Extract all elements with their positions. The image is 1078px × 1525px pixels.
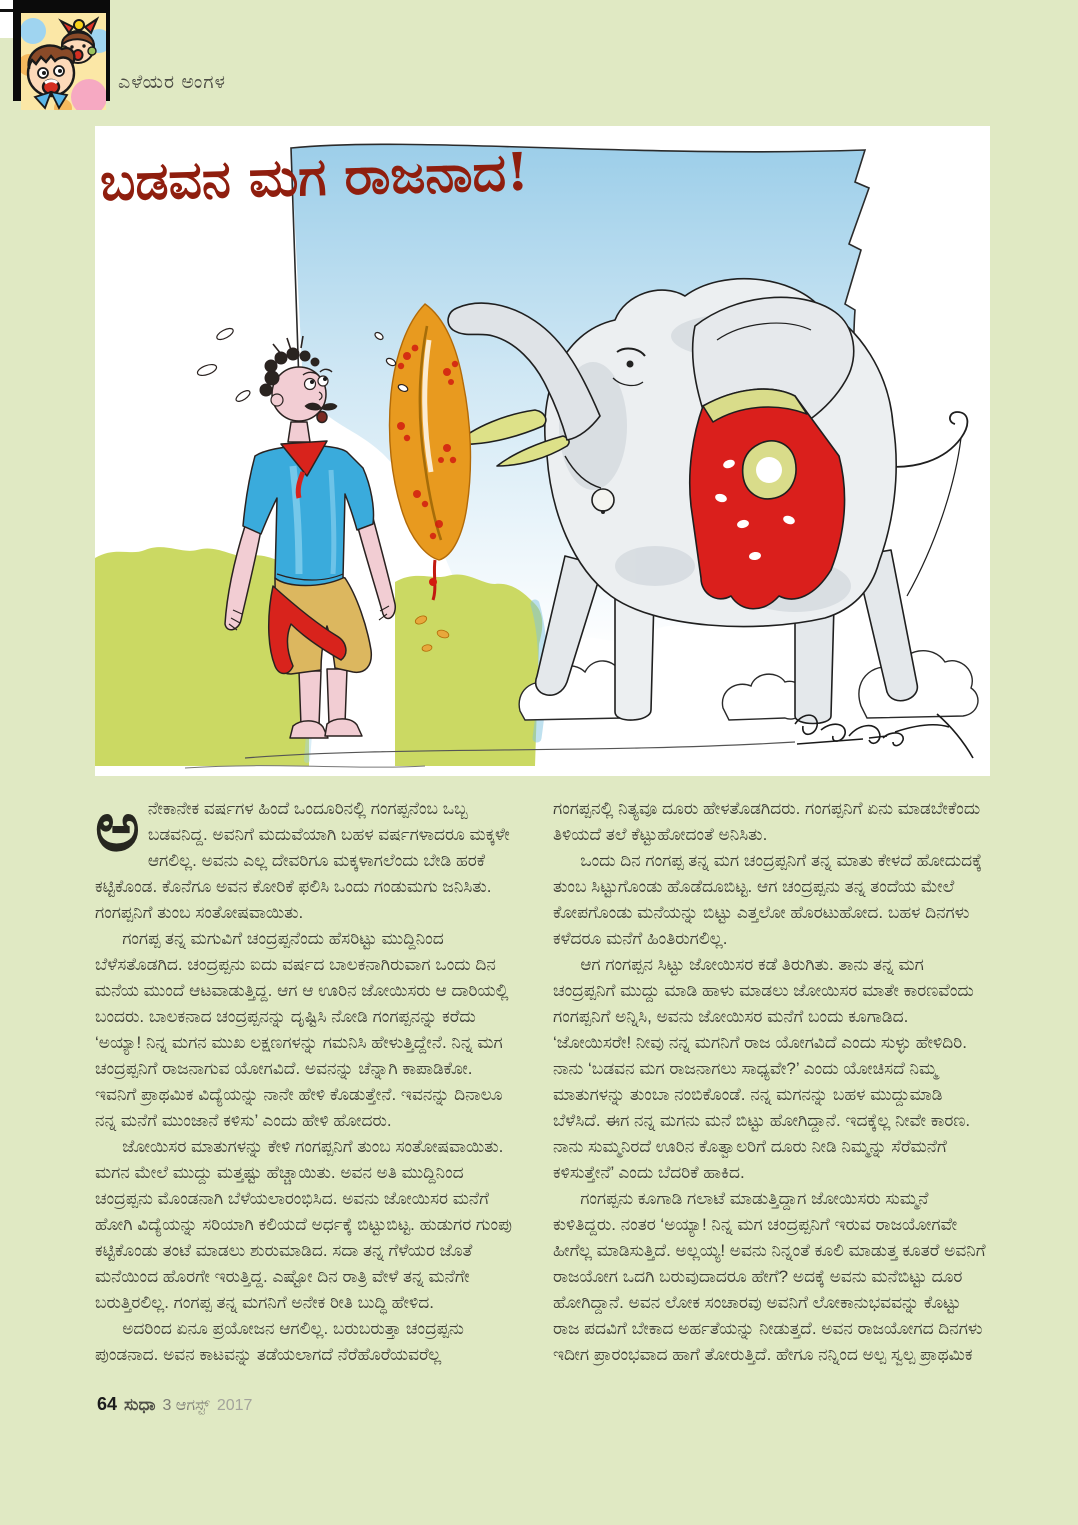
- section-label: ಎಳೆಯರ ಅಂಗಳ: [118, 72, 226, 93]
- paragraph: ಗಂಗಪ್ಪನು ಕೂಗಾಡಿ ಗಲಾಟೆ ಮಾಡುತ್ತಿದ್ದಾಗ ಜೋಯಿಸರು ಸುಮ್ಮನೆ ಕುಳಿತಿದ್ದರು. ನಂತರ ‘ಅಯ್ಯಾ! ನಿನ್ನ ಮಗ ಚಂದ್ರಪ್ಪನಿಗೆ ಇರುವ ರಾಜಯೋಗವೇ ಹೀಗೆಲ್ಲ ಮಾಡಿಸುತ್ತಿದೆ. ಅಲ್ಲಯ್ಯ! ಅವನು ನಿನ್ನಂತೆ ಕೂಲಿ ಮಾಡುತ್ತ ಕೂತರೆ ಅವನಿಗೆ ರಾಜಯೋಗ ಒದಗಿ ಬರುವುದಾದರೂ ಹೇಗೆ? ಅದಕ್ಕೆ ಅವನು ಮನೆಬಿಟ್ಟು ದೂರ ಹೋಗಿದ್ದಾನೆ. ಅವನ ಲೋಕ ಸಂಚಾರವು ಅವನಿಗೆ ಲೋಕಾನುಭವವನ್ನು ಕೊಟ್ಟು ರಾಜ ಪದವಿಗೆ ಬೇಕಾದ ಅರ್ಹತೆಯನ್ನು ನೀಡುತ್ತದೆ. ಅವನ ರಾಜಯೋಗದ ದಿನಗಳು ಇದೀಗ ಪ್ರಾರಂಭವಾದ ಹಾಗೆ ತೋರುತ್ತಿದೆ. ಹೇಗೂ ನನ್ನಿಂದ ಅಲ್ಪ ಸ್ವಲ್ಪ ಪ್ರಾಥಮಿಕ: [553, 1189, 986, 1364]
- drop-cap: ಅ: [95, 787, 140, 867]
- issue-year: 2017: [216, 1397, 253, 1414]
- illustration-panel: [95, 126, 990, 776]
- print-corner-mark: [0, 0, 13, 38]
- right-column: [553, 796, 990, 1368]
- story-title: ಬಡವನ ಮಗ ರಾಜನಾದ!: [99, 141, 530, 214]
- paragraph: ಜೋಯಿಸರ ಮಾತುಗಳನ್ನು ಕೇಳಿ ಗಂಗಪ್ಪನಿಗೆ ತುಂಬ ಸಂತೋಷವಾಯಿತು. ಮಗನ ಮೇಲೆ ಮುದ್ದು ಮತ್ತಷ್ಟು ಹೆಚ್ಚಾಯಿತು. ಅವನ ಅತಿ ಮುದ್ದಿನಿಂದ ಚಂದ್ರಪ್ಪನು ಮೊಂಡನಾಗಿ ಬೆಳೆಯಲಾರಂಭಿಸಿದ. ಅವನು ಜೋಯಿಸರ ಮನೆಗೆ ಹೋಗಿ ವಿದ್ಯೆಯನ್ನು ಸರಿಯಾಗಿ ಕಲಿಯದೆ ಅರ್ಧಕ್ಕೆ ಬಿಟ್ಟುಬಿಟ್ಟ. ಹುಡುಗರ ಗುಂಪು ಕಟ್ಟಿಕೊಂಡು ತಂಟೆ ಮಾಡಲು ಶುರುಮಾಡಿದ. ಸದಾ ತನ್ನ ಗೆಳೆಯರ ಜೊತೆ ಮನೆಯಿಂದ ಹೊರಗೇ ಇರುತ್ತಿದ್ದ. ಎಷ್ಟೋ ದಿನ ರಾತ್ರಿ ವೇಳೆ ತನ್ನ ಮನೆಗೇ ಬರುತ್ತಿರಲಿಲ್ಲ. ಗಂಗಪ್ಪ ತನ್ನ ಮಗನಿಗೆ ಅನೇಕ ರೀತಿ ಬುದ್ಧಿ ಹೇಳಿದ.: [95, 1137, 512, 1312]
- paragraph: ಆಗ ಗಂಗಪ್ಪನ ಸಿಟ್ಟು ಜೋಯಿಸರ ಕಡೆ ತಿರುಗಿತು. ತಾನು ತನ್ನ ಮಗ ಚಂದ್ರಪ್ಪನಿಗೆ ಮುದ್ದು ಮಾಡಿ ಹಾಳು ಮಾಡಲು ಜೋಯಿಸರ ಮಾತೇ ಕಾರಣವೆಂದು ಗಂಗಪ್ಪನಿಗೆ ಅನ್ನಿಸಿ, ಅವನು ಜೋಯಿಸರ ಮನೆಗೆ ಬಂದು ಕೂಗಾಡಿದ. ‘ಜೋಯಿಸರೇ! ನೀವು ನನ್ನ ಮಗನಿಗೆ ರಾಜ ಯೋಗವಿದೆ ಎಂದು ಸುಳ್ಳು ಹೇಳಿದಿರಿ. ನಾನು ‘ಬಡವನ ಮಗ ರಾಜನಾಗಲು ಸಾಧ್ಯವೇ?’ ಎಂದು ಯೋಚಿಸದೆ ನಿಮ್ಮ ಮಾತುಗಳನ್ನು ತುಂಬಾ ನಂಬಿಕೊಂಡೆ. ನನ್ನ ಮಗನನ್ನು ಬಹಳ ಮುದ್ದುಮಾಡಿ ಬೆಳೆಸಿದೆ. ಈಗ ನನ್ನ ಮಗನು ಮನೆ ಬಿಟ್ಟು ಹೋಗಿದ್ದಾನೆ. ಇದಕ್ಕೆಲ್ಲ ನೀವೇ ಕಾರಣ. ನಾನು ಸುಮ್ಮನಿರದೆ ಊರಿನ ಕೊತ್ವಾಲರಿಗೆ ದೂರು ನೀಡಿ ನಿಮ್ಮನ್ನು ಸೆರೆಮನೆಗೆ ಕಳಿಸುತ್ತೇನೆ’ ಎಂದು ಬೆದರಿಕೆ ಹಾಕಿದ.: [553, 955, 974, 1182]
- two-children-cartoon-logo-icon: [21, 13, 106, 110]
- paragraph: ಅದರಿಂದ ಏನೂ ಪ್ರಯೋಜನ ಆಗಲಿಲ್ಲ. ಬರುಬರುತ್ತಾ ಚಂದ್ರಪ್ಪನು ಪುಂಡನಾದ. ಅವನ ಕಾಟವನ್ನು ತಡೆಯಲಾಗದೆ ನೆರೆಹೊರೆಯವರೆಲ್ಲ: [95, 1319, 464, 1364]
- magazine-name: ಸುಧಾ: [124, 1395, 156, 1414]
- left-column: [95, 787, 517, 1368]
- page-footer: [97, 1394, 252, 1415]
- paragraph: ಅನೇಕಾನೇಕ ವರ್ಷಗಳ ಹಿಂದೆ ಒಂದೂರಿನಲ್ಲಿ ಗಂಗಪ್ಪನೆಂಬ ಒಬ್ಬ ಬಡವನಿದ್ದ. ಅವನಿಗೆ ಮದುವೆಯಾಗಿ ಬಹಳ ವರ್ಷಗಳಾದರೂ ಮಕ್ಕಳೇ ಆಗಲಿಲ್ಲ. ಅವನು ಎಲ್ಲ ದೇವರಿಗೂ ಮಕ್ಕಳಾಗಲೆಂದು ಬೇಡಿ ಹರಕೆ ಕಟ್ಟಿಕೊಂಡ. ಕೊನೆಗೂ ಅವನ ಕೋರಿಕೆ ಫಲಿಸಿ ಒಂದು ಗಂಡುಮಗು ಜನಿಸಿತು. ಗಂಗಪ್ಪನಿಗೆ ತುಂಬ ಸಂತೋಷವಾಯಿತು.: [95, 787, 510, 922]
- story-illustration: [95, 126, 990, 776]
- paragraph: ಗಂಗಪ್ಪ ತನ್ನ ಮಗುವಿಗೆ ಚಂದ್ರಪ್ಪನೆಂದು ಹೆಸರಿಟ್ಟು ಮುದ್ದಿನಿಂದ ಬೆಳೆಸತೊಡಗಿದ. ಚಂದ್ರಪ್ಪನು ಐದು ವರ್ಷದ ಬಾಲಕನಾಗಿರುವಾಗ ಒಂದು ದಿನ ಮನೆಯ ಮುಂದೆ ಆಟವಾಡುತ್ತಿದ್ದ. ಆಗ ಆ ಊರಿನ ಜೋಯಿಸರು ಆ ದಾರಿಯಲ್ಲಿ ಬಂದರು. ಬಾಲಕನಾದ ಚಂದ್ರಪ್ಪನನ್ನು ದೃಷ್ಟಿಸಿ ನೋಡಿ ಗಂಗಪ್ಪನನ್ನು ಕರೆದು ‘ಅಯ್ಯಾ! ನಿನ್ನ ಮಗನ ಮುಖ ಲಕ್ಷಣಗಳನ್ನು ಗಮನಿಸಿ ಹೇಳುತ್ತಿದ್ದೇನೆ. ನಿನ್ನ ಮಗ ಚಂದ್ರಪ್ಪನಿಗೆ ರಾಜನಾಗುವ ಯೋಗವಿದೆ. ಅವನನ್ನು ಚೆನ್ನಾಗಿ ಕಾಪಾಡಿಕೋ. ಇವನಿಗೆ ಪ್ರಾಥಮಿಕ ವಿದ್ಯೆಯನ್ನು ನಾನೇ ಹೇಳಿ ಕೊಡುತ್ತೇನೆ. ಇವನನ್ನು ದಿನಾಲೂ ನನ್ನ ಮನೆಗೆ ಮುಂಜಾನೆ ಕಳಿಸು’ ಎಂದು ಹೇಳಿ ಹೋದರು.: [95, 929, 509, 1130]
- paragraph: ಗಂಗಪ್ಪನಲ್ಲಿ ನಿತ್ಯವೂ ದೂರು ಹೇಳತೊಡಗಿದರು. ಗಂಗಪ್ಪನಿಗೆ ಏನು ಮಾಡಬೇಕೆಂದು ತಿಳಿಯದೆ ತಲೆ ಕೆಟ್ಟುಹೋದಂತೆ ಅನಿಸಿತು.: [553, 799, 981, 844]
- paragraph: ಒಂದು ದಿನ ಗಂಗಪ್ಪ ತನ್ನ ಮಗ ಚಂದ್ರಪ್ಪನಿಗೆ ತನ್ನ ಮಾತು ಕೇಳದೆ ಹೋದುದಕ್ಕೆ ತುಂಬ ಸಿಟ್ಟುಗೊಂಡು ಹೊಡೆದೂಬಿಟ್ಟ. ಆಗ ಚಂದ್ರಪ್ಪನು ತನ್ನ ತಂದೆಯ ಮೇಲೆ ಕೋಪಗೊಂಡು ಮನೆಯನ್ನು ಬಿಟ್ಟು ಎತ್ತಲೋ ಹೊರಟುಹೋದ. ಬಹಳ ದಿನಗಳು ಕಳೆದರೂ ಮನೆಗೆ ಹಿಂತಿರುಗಲಿಲ್ಲ.: [553, 851, 983, 948]
- page-number: 64: [97, 1394, 118, 1414]
- issue-date: 3 ಆಗಸ್ಟ್: [162, 1397, 210, 1414]
- ground-line: [185, 766, 425, 768]
